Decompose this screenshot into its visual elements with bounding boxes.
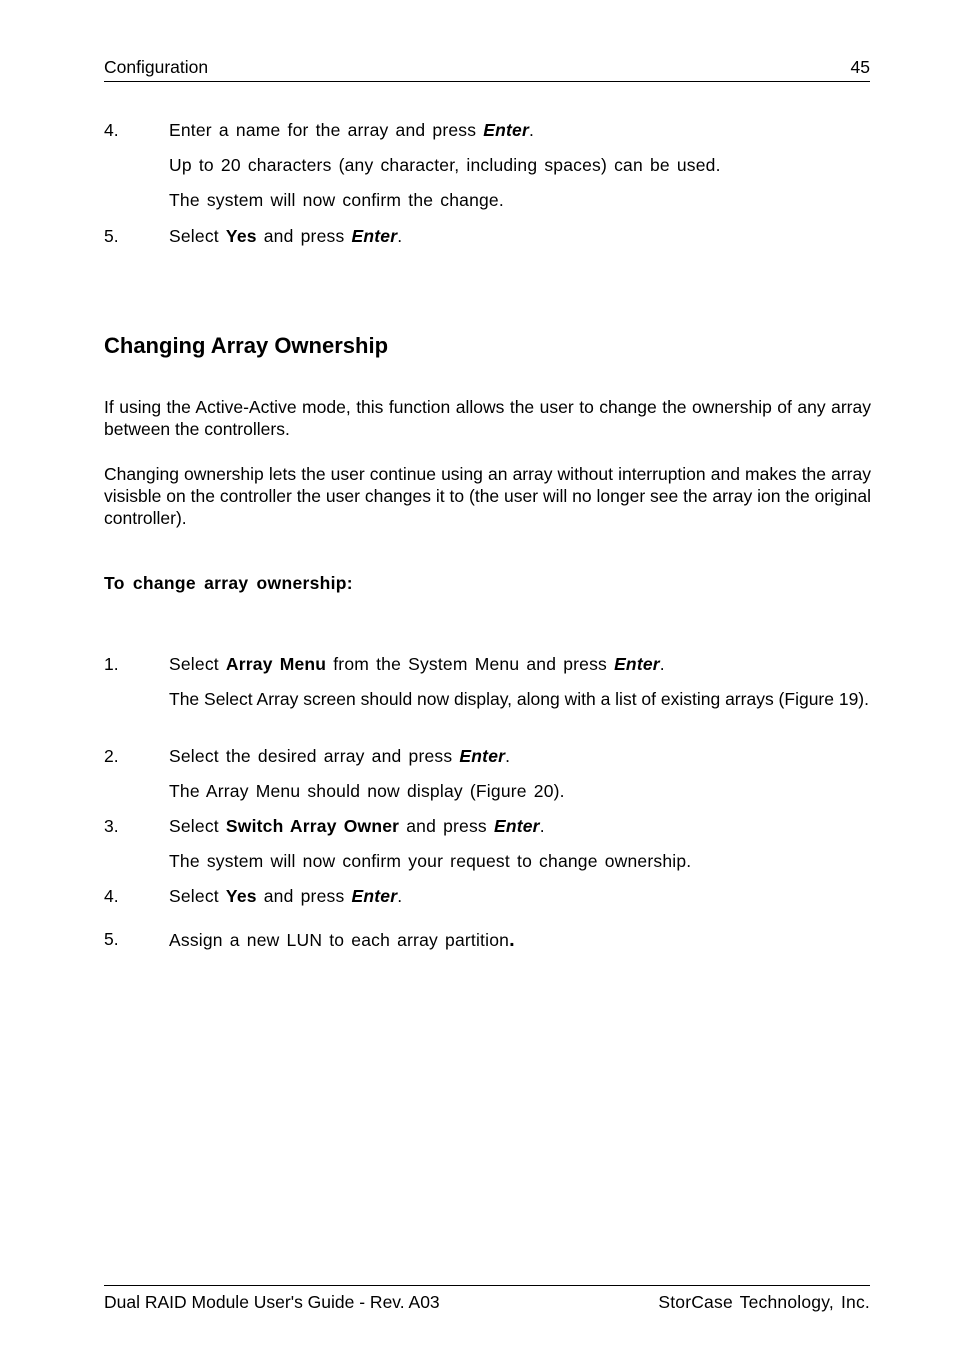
step-note: The Array Menu should now display (Figure 20). [169, 781, 565, 801]
step-text: Select Switch Array Owner and press Enter. [169, 816, 545, 836]
step-number: 1. [104, 654, 119, 674]
footer-rule [104, 1285, 870, 1286]
key-name: Enter [351, 226, 398, 246]
running-header-section: Configuration [104, 57, 209, 77]
footer-company: StorCase Technology, Inc. [658, 1292, 870, 1312]
menu-option: Array Menu [225, 654, 327, 674]
key-name: Enter [351, 886, 398, 906]
footer-document-title: Dual RAID Module User's Guide - Rev. A03 [104, 1292, 440, 1312]
step-note: The system will now confirm the change. [169, 190, 504, 210]
key-name: Enter [614, 654, 660, 674]
body-paragraph: If using the Active-Active mode, this function allows the user to change the ownership of any array between the controllers. [104, 397, 871, 439]
step-note: Up to 20 characters (any character, including spaces) can be used. [169, 155, 721, 175]
step-text: Enter a name for the array and press Enter. [169, 120, 535, 140]
key-name: Enter [459, 746, 506, 766]
body-paragraph: Changing ownership lets the user continue using an array without interruption and makes the array visisble on the controller the user changes it to (the user will no longer see the array ion the original controller). [104, 464, 871, 528]
step-number: 5. [104, 226, 119, 246]
step-note: The Select Array screen should now display, along with a list of existing arrays (Figure 19). [169, 689, 869, 709]
step-text: Select Array Menu from the System Menu and press Enter. [169, 654, 665, 674]
step-text: Assign a new LUN to each array partition. [169, 929, 515, 951]
header-rule [104, 81, 870, 82]
step-number: 3. [104, 816, 119, 836]
section-heading: Changing Array Ownership [104, 333, 389, 358]
step-number: 4. [104, 120, 119, 140]
menu-option: Yes [225, 226, 257, 246]
step-number: 2. [104, 746, 119, 766]
page-number: 45 [850, 57, 870, 77]
menu-option: Yes [225, 886, 257, 906]
step-text: Select Yes and press Enter. [169, 226, 403, 246]
step-text: Select Yes and press Enter. [169, 886, 403, 906]
key-name: Enter [483, 120, 529, 140]
procedure-heading: To change array ownership: [104, 573, 353, 593]
step-number: 5. [104, 929, 119, 949]
menu-option: Switch Array Owner [225, 816, 400, 836]
step-note: The system will now confirm your request to change ownership. [169, 851, 692, 871]
key-name: Enter [493, 816, 540, 836]
step-text: Select the desired array and press Enter. [169, 746, 511, 766]
step-number: 4. [104, 886, 119, 906]
